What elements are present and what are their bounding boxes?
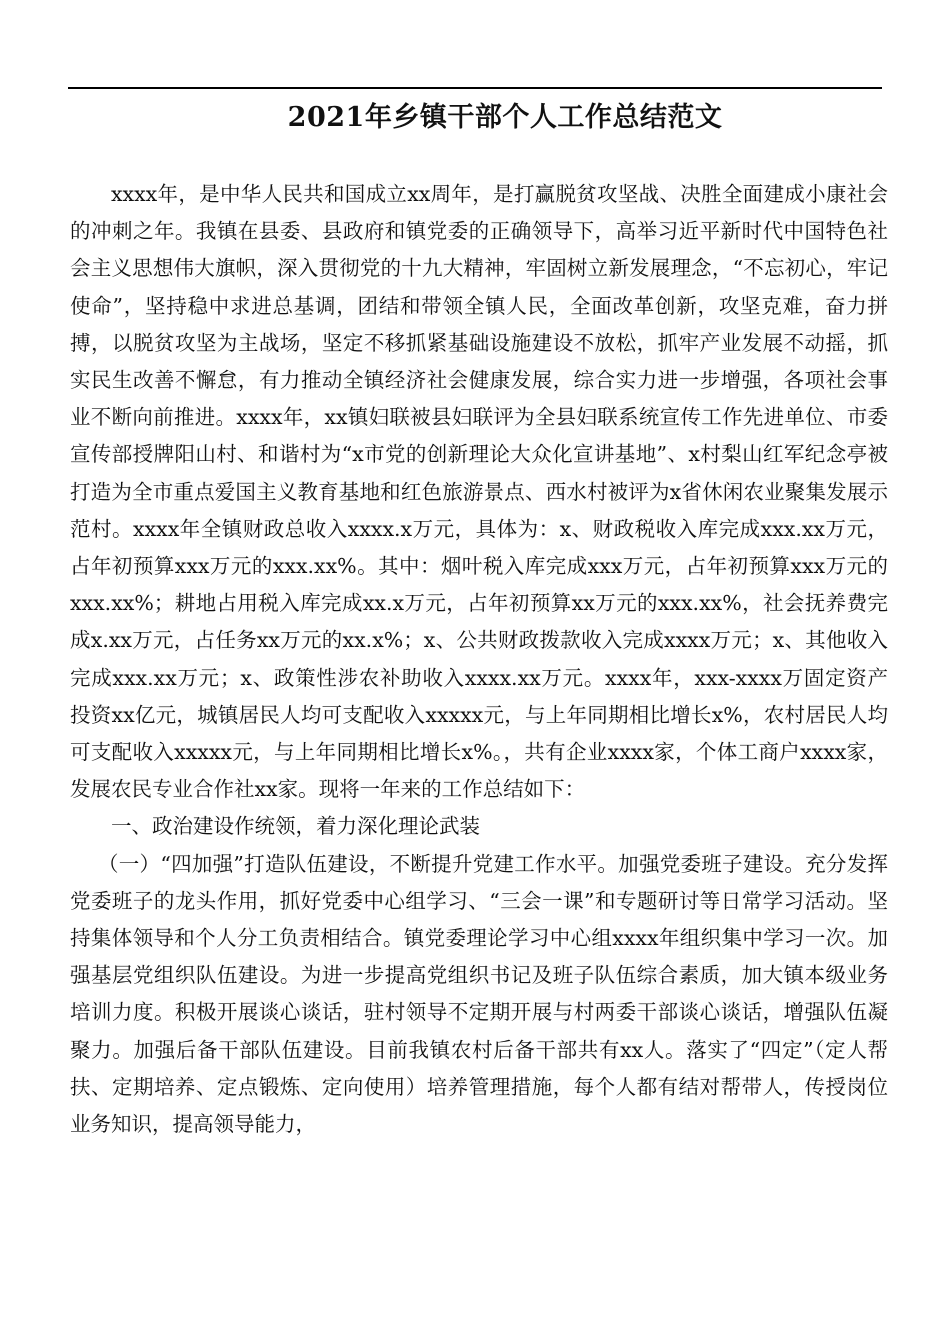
subsection-paragraph: （一）“四加强”打造队伍建设，不断提升党建工作水平。加强党委班子建设。充分发挥党委班子的龙头作用，抓好党委中心组学习、“三会一课”和专题研讨等日常学习活动。坚持集体领导和个人分工负责相结合。镇党委理论学习中心组xxxx年组织集中学习一次。加强基层党组织队伍建设。为进一步提高党组织书记及班子队伍综合素质，加大镇本级业务培训力度。积极开展谈心谈话，驻村领导不定期开展与村两委干部谈心谈话，增强队伍凝聚力。加强后备干部队伍建设。目前我镇农村后备干部共有xx人。落实了“四定”（定人帮扶、定期培养、定点锻炼、定向使用）培养管理措施，每个人都有结对帮带人，传授岗位业务知识，提高领导能力， xyxy=(70,851,888,1137)
document-title: 2021年乡镇干部个人工作总结范文 xyxy=(287,102,723,133)
intro-paragraph: xxxx年，是中华人民共和国成立xx周年，是打赢脱贫攻坚战、决胜全面建成小康社会的冲刺之年。我镇在县委、县政府和镇党委的正确领导下，高举习近平新时代中国特色社会主义思想伟大旗帜，深入贯彻党的十九大精神，牢固树立新发展理念，“不忘初心，牢记使命”，坚持稳中求进总基调，团结和带领全镇人民，全面改革创新，攻坚克难，奋力拼搏，以脱贫攻坚为主战场，坚定不移抓紧基础设施建设不放松，抓牢产业发展不动摇，抓实民生改善不懈怠，有力推动全镇经济社会健康发展，综合实力进一步增强，各项社会事业不断向前推进。xxxx年，xx镇妇联被县妇联评为全县妇联系统宣传工作先进单位、市委宣传部授牌阳山村、和谐村为“x市党的创新理论大众化宣讲基地”、x村梨山红军纪念亭被打造为全市重点爱国主义教育基地和红色旅游景点、西水村被评为x省休闲农业聚集发展示范村。xxxx年全镇财政总收入xxxx.x万元，具体为：x、财政税收入库完成xxx.xx万元，占年初预算xxx万元的xxx.xx%。其中：烟叶税入库完成xxx万元，占年初预算xxx万元的xxx.xx%；耕地占用税入库完成xx.x万元，占年初预算xx万元的xxx.xx%，社会抚养费完成x.xx万元，占任务xx万元的xx.x%；x、公共财政拨款收入完成xxxx万元；x、其他收入完成xxx.xx万元；x、政策性涉农补助收入xxxx.xx万元。xxxx年，xxx-xxxx万固定资产投资xx亿元，城镇居民人均可支配收入xxxxx元，与上年同期相比增长x%，农村居民人均可支配收入xxxxx元，与上年同期相比增长x%。，共有企业xxxx家，个体工商户xxxx家，发展农民专业合作社xx家。现将一年来的工作总结如下： xyxy=(70,182,888,802)
header-rule xyxy=(68,87,882,89)
document-body xyxy=(70,176,888,1143)
section-heading: 一、政治建设作统领，着力深化理论武装 xyxy=(111,814,480,839)
